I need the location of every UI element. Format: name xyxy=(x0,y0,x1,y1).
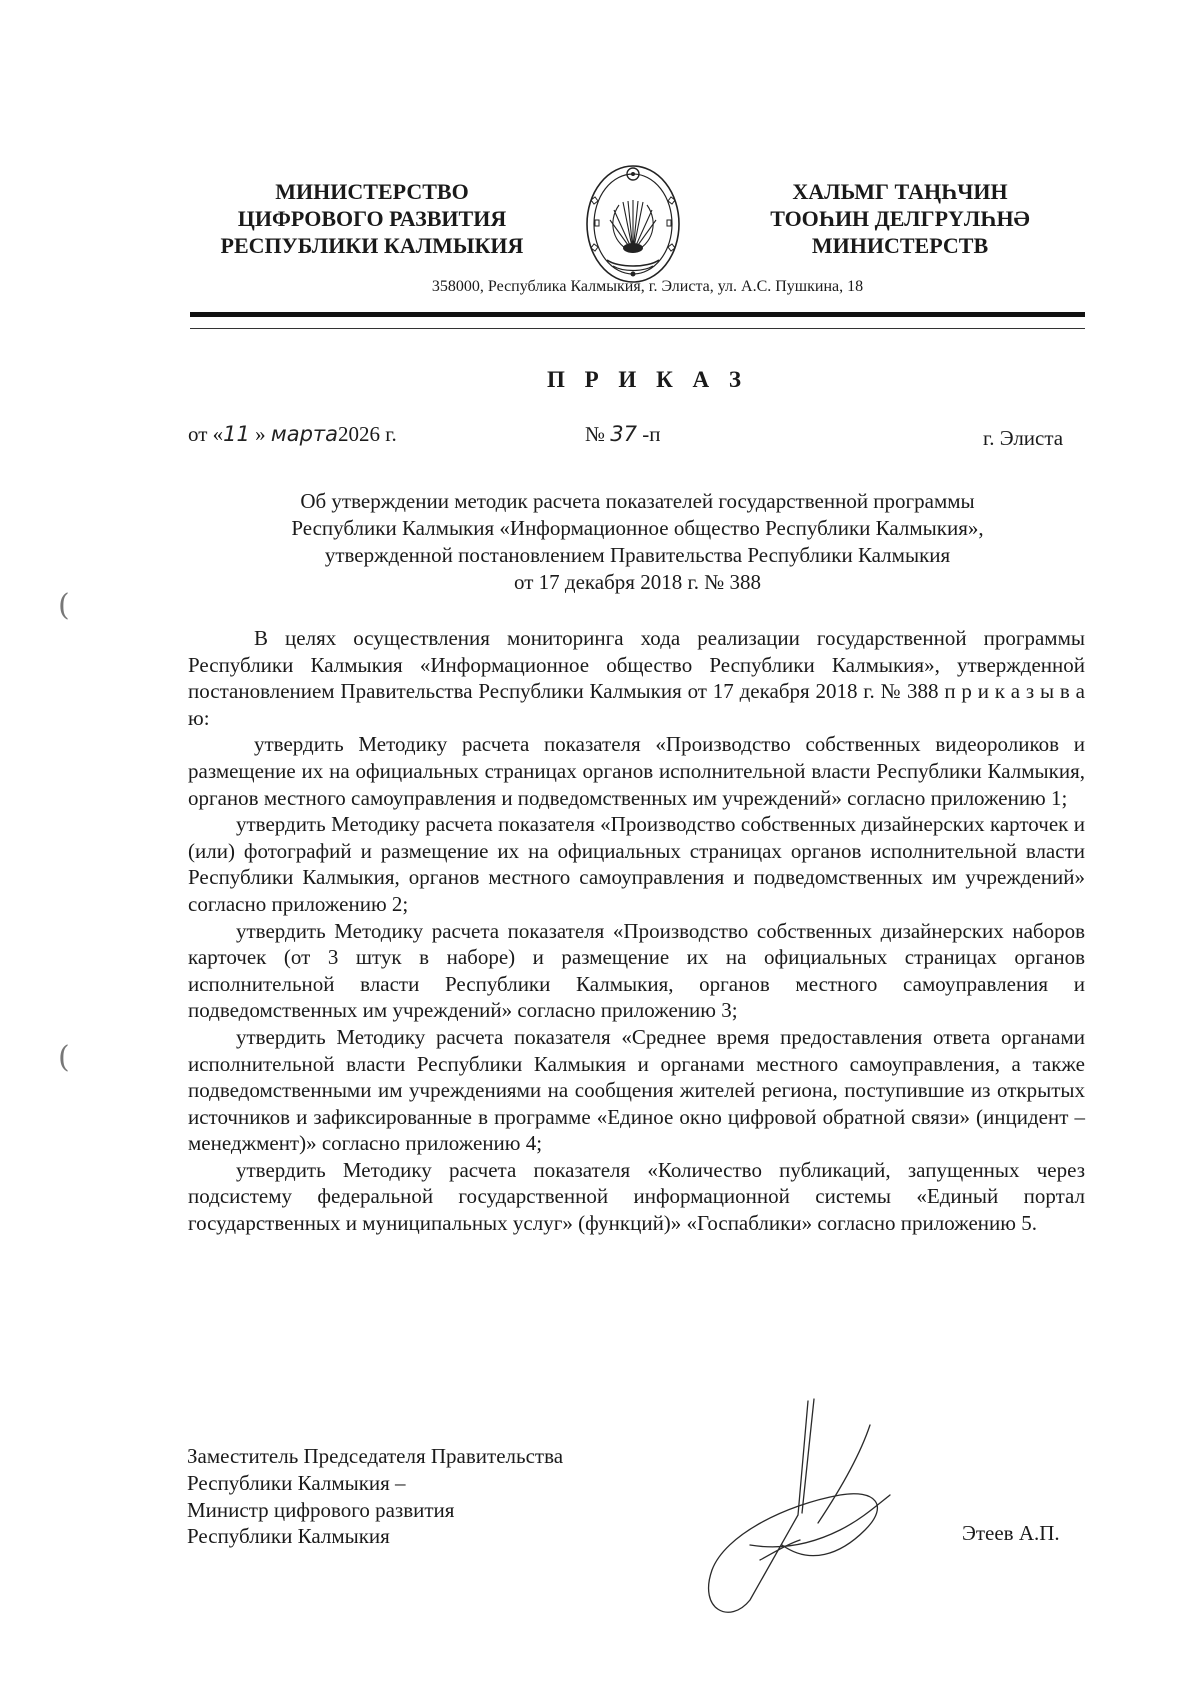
date-mid: » xyxy=(255,422,266,446)
subject-line: утвержденной постановлением Правительства Республики Калмыкия xyxy=(324,543,951,567)
ministry-name-line: ХАЛЬМГ ТАҢҺЧИН xyxy=(792,179,1008,204)
document-body xyxy=(188,625,1085,1237)
header-divider-thick xyxy=(190,312,1085,317)
signer-position-line: Министр цифрового развития xyxy=(187,1497,455,1522)
ministry-name-line: МИНИСТЕРСТВО xyxy=(275,179,469,204)
ministry-name-line: РЕСПУБЛИКИ КАЛМЫКИЯ xyxy=(220,233,524,258)
margin-punch-mark: ( xyxy=(58,1040,70,1075)
order-item-paragraph: утвердить Методику расчета показателя «Количество публикаций, запущенных через подсистему федеральной государственной информационной системы «Единый портал государственных и муниципальных услуг» (функций)» «Госпаблики» согласно приложению 5. xyxy=(188,1157,1085,1236)
signer-position-line: Республики Калмыкия – xyxy=(187,1470,406,1495)
ministry-name-kalmyk xyxy=(755,178,1045,259)
signer-position-line: Республики Калмыкия xyxy=(187,1524,390,1549)
handwritten-signature xyxy=(690,1395,910,1635)
subject-line: от 17 декабря 2018 г. № 388 xyxy=(514,570,761,594)
ministry-name-russian xyxy=(207,178,537,259)
subject-line: Республики Калмыкия «Информационное общество Республики Калмыкия», xyxy=(291,516,984,540)
order-item-paragraph: утвердить Методику расчета показателя «Производство собственных дизайнерских карточек и (или) фотографий и размещение их на официальных страницах органов исполнительной власти Республики Калмыкия, органов местного самоуправления и подведомственных им учреждений» согласно приложению 2; xyxy=(188,812,1085,916)
number-suffix: -п xyxy=(642,422,661,446)
number-handwritten: 37 xyxy=(610,422,638,446)
signer-position-line: Заместитель Председателя Правительства xyxy=(187,1444,564,1468)
date-prefix: от « xyxy=(188,422,224,446)
date-month-handwritten: марта xyxy=(270,422,339,446)
number-prefix: № xyxy=(585,422,606,446)
order-item-paragraph: утвердить Методику расчета показателя «Производство собственных видеороликов и размещение их на официальных страницах органов исполнительной власти Республики Калмыкия, органов местного самоуправления и подведомственных им учреждений» согласно приложению 1; xyxy=(188,732,1085,810)
date-year: 2026 г. xyxy=(338,422,397,446)
ministry-address: 358000, Республика Калмыкия, г. Элиста, ул. А.С. Пушкина, 18 xyxy=(431,278,864,295)
coat-of-arms-icon xyxy=(583,160,683,285)
document-type-title: П Р И К А З xyxy=(546,367,748,392)
preamble-paragraph: В целях осуществления мониторинга хода реализации государственной программы Республики Калмыкия «Информационное общество Республики Калмыкия», утвержденной постановлением Правительства Республики Калмыкия от 17 декабря 2018 г. № 388 п р и к а з ы в а ю: xyxy=(188,626,1085,730)
ministry-name-line: ЦИФРОВОГО РАЗВИТИЯ xyxy=(237,206,507,231)
signer-name: Этеев А.П. xyxy=(962,1521,1060,1545)
order-item-paragraph: утвердить Методику расчета показателя «Среднее время предоставления ответа органами исполнительной власти Республики Калмыкия и органами местного самоуправления, а также подведомственными им учреждениями на сообщения жителей региона, поступившие из открытых источников и зафиксированные в программе «Единое окно цифровой обратной связи» (инцидент – менеджмент)» согласно приложению 4; xyxy=(188,1024,1085,1156)
document-number xyxy=(585,422,661,447)
ministry-name-line: МИНИСТЕРСТВ xyxy=(811,233,989,258)
document-subject xyxy=(190,488,1085,596)
date-day-handwritten: 11 xyxy=(223,422,250,446)
subject-line: Об утверждении методик расчета показателей государственной программы xyxy=(300,489,975,513)
ministry-name-line: ТООҺИН ДЕЛГРҮЛҺНӘ xyxy=(770,206,1030,231)
signer-position xyxy=(187,1443,563,1550)
header-divider-thin xyxy=(190,328,1085,329)
document-date xyxy=(188,422,397,447)
margin-punch-mark: ( xyxy=(58,588,70,623)
order-item-paragraph: утвердить Методику расчета показателя «Производство собственных дизайнерских наборов карточек (от 3 штук в наборе) и размещение их на официальных страницах органов исполнительной власти Республики Калмыкия, органов местного самоуправления и подведомственных им учреждений» согласно приложению 3; xyxy=(188,918,1085,1023)
document-city: г. Элиста xyxy=(983,426,1064,450)
